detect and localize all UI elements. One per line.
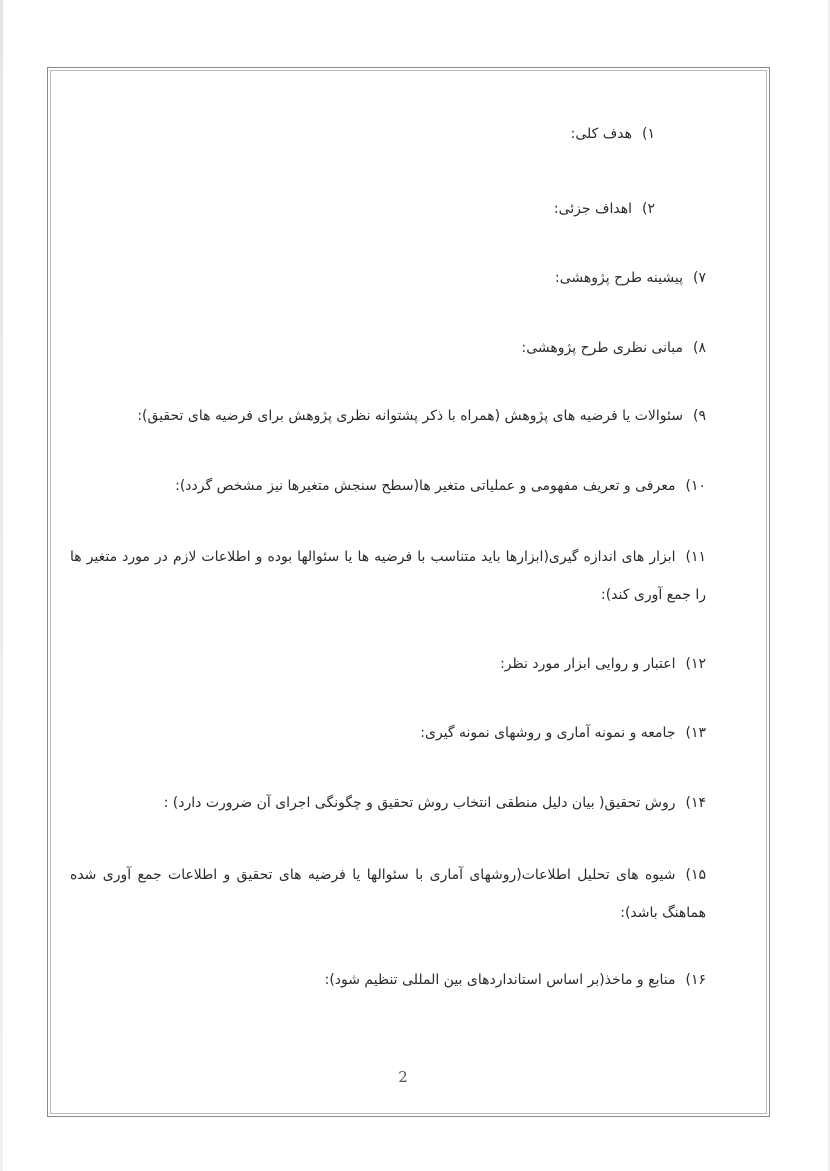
item-number: ۱)	[642, 126, 655, 142]
item-number: ۱۴)	[685, 795, 706, 811]
item-research-questions	[137, 408, 706, 424]
item-text: سئوالات یا فرضیه های پژوهش (همراه با ذکر پشتوانه نظری پژوهش برای فرضیه های تحقیق):	[137, 408, 683, 424]
item-number: ۲)	[642, 201, 655, 217]
item-variable-definitions	[175, 478, 706, 494]
item-text: معرفی و تعریف مفهومی و عملیاتی متغیر ها(سطح سنجش متغیرها نیز مشخص گردد):	[175, 478, 676, 494]
item-number: ۱۵)	[685, 867, 706, 883]
item-validity-reliability	[500, 656, 706, 672]
item-number: ۷)	[693, 270, 706, 286]
item-population-sampling	[420, 725, 706, 741]
item-references	[325, 972, 706, 988]
item-theoretical-basis	[521, 340, 706, 356]
item-general-goal	[571, 126, 655, 142]
item-text: پیشینه طرح پژوهشی:	[554, 270, 683, 286]
item-measurement-tools	[70, 538, 706, 614]
item-research-background	[555, 270, 706, 286]
item-data-analysis	[70, 856, 706, 932]
item-text: مبانی نظری طرح پژوهشی:	[521, 340, 683, 356]
item-text: ابزار های اندازه گیری(ابزارها باید متناسب با فرضیه ها یا سئوالها بوده و اطلاعات لازم در مورد متغیر ها را جمع آوری کند):	[70, 549, 706, 603]
item-text: منابع و ماخذ(بر اساس استانداردهای بین المللی تنظیم شود):	[324, 972, 676, 988]
item-text: هدف کلی:	[570, 126, 632, 142]
item-text: اعتبار و روایی ابزار مورد نظر:	[500, 656, 676, 672]
item-number: ۱۲)	[685, 656, 706, 672]
item-text: شیوه های تحلیل اطلاعات(روشهای آماری با سئوالها یا فرضیه های تحقیق و اطلاعات جمع آوری شده هماهنگ باشد):	[70, 867, 706, 921]
item-research-method	[164, 795, 706, 811]
item-number: ۱۶)	[685, 972, 706, 988]
item-text: جامعه و نمونه آماری و روشهای نمونه گیری:	[420, 725, 676, 741]
item-number: ۱۳)	[685, 725, 706, 741]
item-number: ۹)	[693, 408, 706, 424]
item-text: روش تحقیق( بیان دلیل منطقی انتخاب روش تحقیق و چگونگی اجرای آن ضرورت دارد) :	[163, 795, 676, 811]
item-specific-goals	[554, 201, 655, 217]
item-number: ۸)	[693, 340, 706, 356]
scan-edge-left	[0, 0, 3, 1171]
item-number: ۱۱)	[685, 549, 706, 565]
item-text: اهداف جزئی:	[553, 201, 632, 217]
item-number: ۱۰)	[685, 478, 706, 494]
page-number: 2	[398, 1068, 408, 1086]
